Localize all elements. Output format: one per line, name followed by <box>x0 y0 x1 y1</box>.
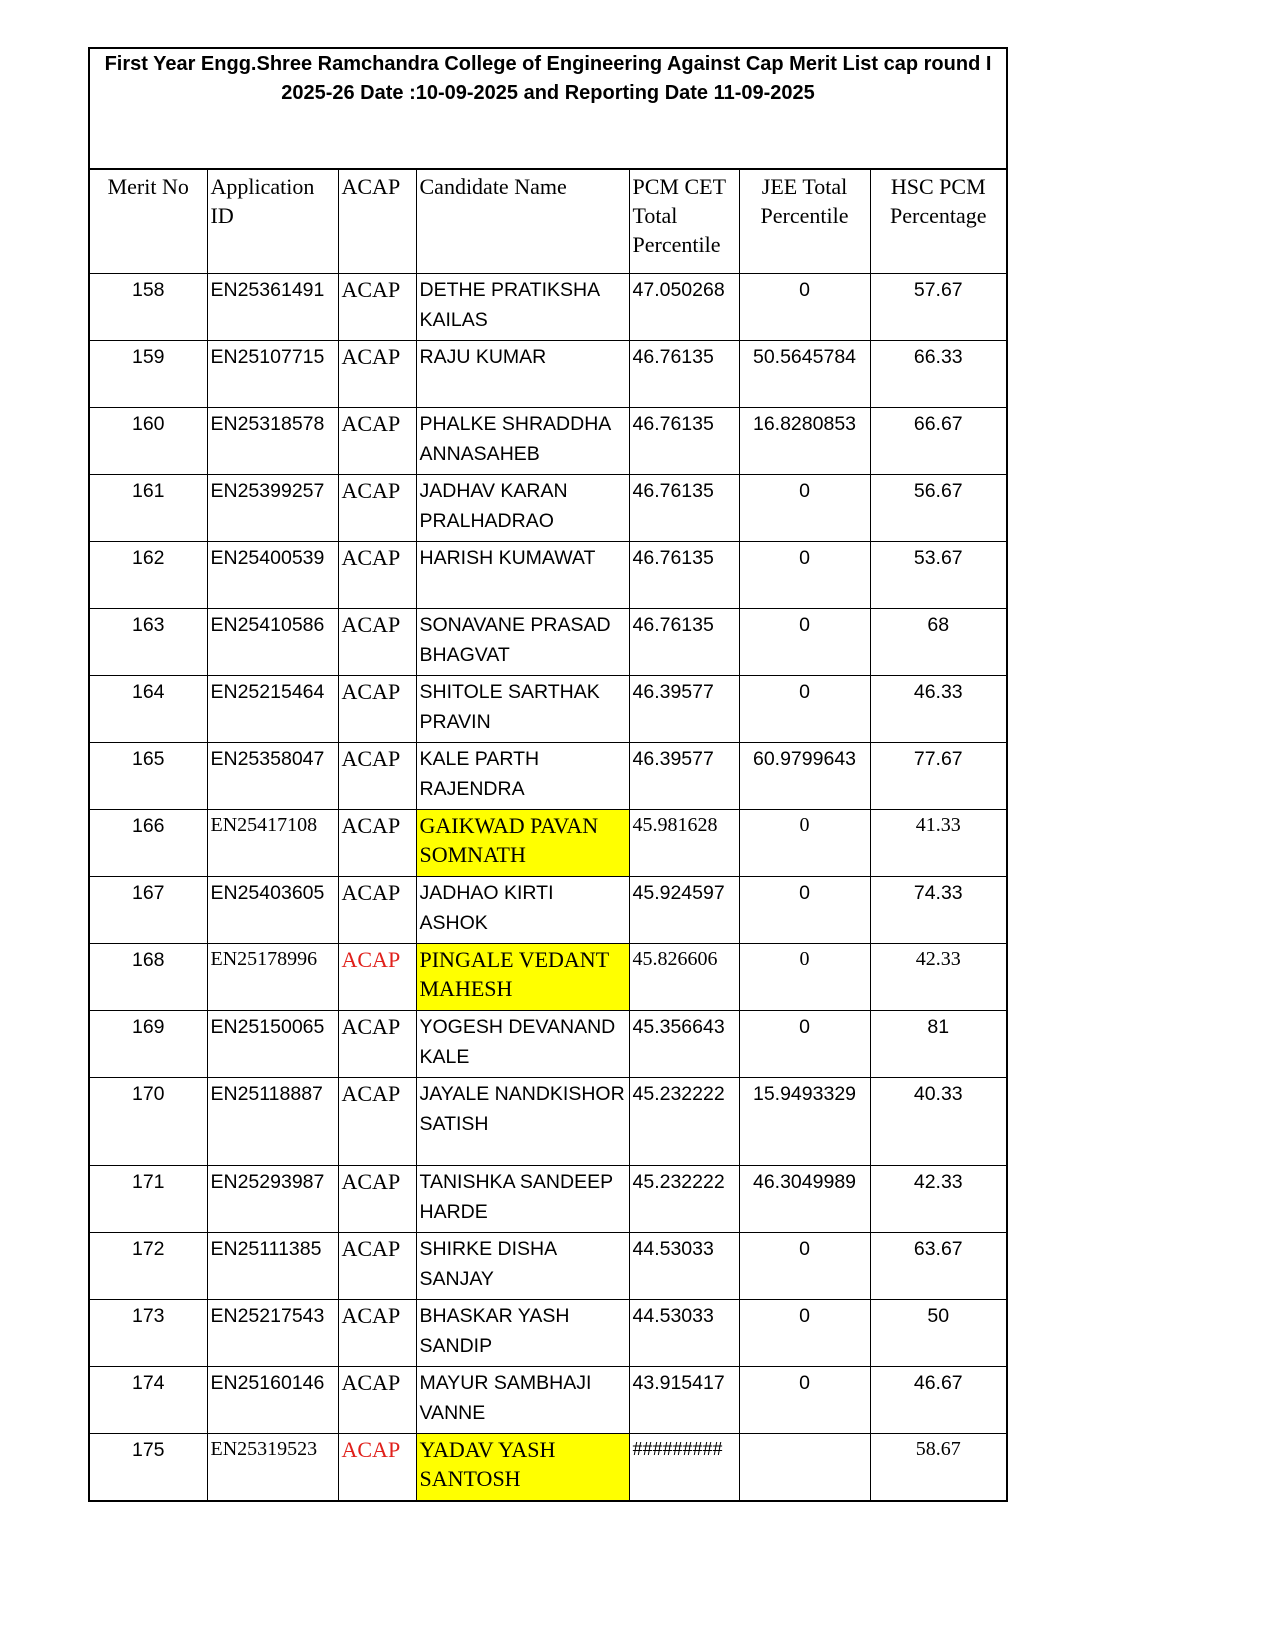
candidate-name-line-1: RAJU KUMAR <box>419 345 547 368</box>
acap-cell: ACAP <box>338 541 416 608</box>
header-jee-percentile: JEE Total Percentile <box>739 170 870 273</box>
pcm-cet-cell: 46.76135 <box>629 541 739 608</box>
table-row <box>90 675 1006 742</box>
header-merit-no: Merit No <box>90 170 207 273</box>
hsc-cell: 46.67 <box>870 1366 1006 1433</box>
merit-no-cell: 158 <box>90 273 207 340</box>
candidate-name-cell <box>416 340 629 407</box>
jee-cell: 60.9799643 <box>739 742 870 809</box>
candidate-name-line-2: SOMNATH <box>419 841 526 867</box>
candidate-name-line-2: PRAVIN <box>419 710 491 733</box>
hsc-cell: 74.33 <box>870 876 1006 943</box>
pcm-cet-cell: 46.76135 <box>629 340 739 407</box>
application-id-cell: EN25178996 <box>207 943 338 1010</box>
application-id-cell: EN25107715 <box>207 340 338 407</box>
table-row <box>90 273 1006 340</box>
application-id-cell: EN25217543 <box>207 1299 338 1366</box>
application-id-cell: EN25293987 <box>207 1165 338 1232</box>
merit-no-cell: 161 <box>90 474 207 541</box>
application-id-cell: EN25400539 <box>207 541 338 608</box>
pcm-cet-cell: 46.39577 <box>629 742 739 809</box>
application-id-cell: EN25319523 <box>207 1433 338 1500</box>
header-acap: ACAP <box>338 170 416 273</box>
merit-list-sheet <box>88 47 1008 1502</box>
acap-cell: ACAP <box>338 407 416 474</box>
pcm-cet-cell: 46.39577 <box>629 675 739 742</box>
pcm-cet-cell: 47.050268 <box>629 273 739 340</box>
merit-no-cell: 172 <box>90 1232 207 1299</box>
pcm-cet-cell: 45.981628 <box>629 809 739 876</box>
hsc-cell: 42.33 <box>870 1165 1006 1232</box>
candidate-name-cell <box>416 742 629 809</box>
merit-no-cell: 175 <box>90 1433 207 1500</box>
merit-no-cell: 167 <box>90 876 207 943</box>
acap-cell: ACAP <box>338 1232 416 1299</box>
merit-no-cell: 174 <box>90 1366 207 1433</box>
pcm-cet-cell: 45.232222 <box>629 1165 739 1232</box>
candidate-name-line-2: MAHESH <box>419 975 513 1001</box>
jee-cell: 0 <box>739 675 870 742</box>
candidate-name-cell <box>416 943 629 1010</box>
candidate-name-line-1: SONAVANE PRASAD <box>419 613 611 636</box>
hsc-cell: 77.67 <box>870 742 1006 809</box>
candidate-name-cell <box>416 675 629 742</box>
candidate-name-cell <box>416 474 629 541</box>
pcm-cet-cell: 44.53033 <box>629 1299 739 1366</box>
hsc-cell: 50 <box>870 1299 1006 1366</box>
hsc-cell: 66.33 <box>870 340 1006 407</box>
pcm-cet-cell: 44.53033 <box>629 1232 739 1299</box>
candidate-name-cell <box>416 1010 629 1077</box>
header-candidate-name: Candidate Name <box>416 170 629 273</box>
acap-cell: ACAP <box>338 1299 416 1366</box>
acap-cell: ACAP <box>338 340 416 407</box>
merit-table <box>90 170 1006 1500</box>
pcm-cet-cell: 46.76135 <box>629 608 739 675</box>
merit-no-cell: 170 <box>90 1077 207 1165</box>
table-row <box>90 407 1006 474</box>
application-id-cell: EN25160146 <box>207 1366 338 1433</box>
candidate-name-cell <box>416 809 629 876</box>
candidate-name-cell <box>416 541 629 608</box>
application-id-cell: EN25399257 <box>207 474 338 541</box>
candidate-name-line-1: HARISH KUMAWAT <box>419 546 596 569</box>
acap-cell: ACAP <box>338 608 416 675</box>
candidate-name-cell <box>416 608 629 675</box>
header-pcm-cet-percentile: PCM CET Total Percentile <box>629 170 739 273</box>
acap-cell: ACAP <box>338 474 416 541</box>
pcm-cet-cell: 45.826606 <box>629 943 739 1010</box>
document-title <box>90 49 1006 170</box>
table-row <box>90 1299 1006 1366</box>
merit-no-cell: 166 <box>90 809 207 876</box>
table-row <box>90 809 1006 876</box>
hsc-cell: 57.67 <box>870 273 1006 340</box>
acap-cell: ACAP <box>338 675 416 742</box>
header-row <box>90 170 1006 273</box>
candidate-name-line-2: PRALHADRAO <box>419 509 554 532</box>
hsc-cell: 66.67 <box>870 407 1006 474</box>
candidate-name-line-2: SANTOSH <box>419 1465 521 1491</box>
table-row <box>90 541 1006 608</box>
candidate-name-line-1: JADHAV KARAN <box>419 479 568 502</box>
candidate-name-cell <box>416 876 629 943</box>
candidate-name-line-1: JAYALE NANDKISHOR <box>419 1082 625 1105</box>
jee-cell: 16.8280853 <box>739 407 870 474</box>
merit-no-cell: 165 <box>90 742 207 809</box>
acap-cell: ACAP <box>338 1165 416 1232</box>
candidate-name-line-1: BHASKAR YASH <box>419 1304 570 1327</box>
hsc-cell: 68 <box>870 608 1006 675</box>
hsc-cell: 42.33 <box>870 943 1006 1010</box>
hsc-cell: 46.33 <box>870 675 1006 742</box>
acap-cell: ACAP <box>338 1010 416 1077</box>
candidate-name-line-2: HARDE <box>419 1200 488 1223</box>
table-row <box>90 1366 1006 1433</box>
jee-cell: 0 <box>739 876 870 943</box>
hsc-cell: 41.33 <box>870 809 1006 876</box>
table-row <box>90 943 1006 1010</box>
candidate-name-line-1: DETHE PRATIKSHA <box>419 278 601 301</box>
merit-no-cell: 160 <box>90 407 207 474</box>
application-id-cell: EN25111385 <box>207 1232 338 1299</box>
candidate-name-cell <box>416 1299 629 1366</box>
candidate-name-line-1: MAYUR SAMBHAJI <box>419 1371 592 1394</box>
title-line-1: First Year Engg.Shree Ramchandra College of Engineering Against Cap Merit List cap round I <box>104 53 992 75</box>
header-application-id: Application ID <box>207 170 338 273</box>
candidate-name-line-1: SHITOLE SARTHAK <box>419 680 600 703</box>
candidate-name-line-1: JADHAO KIRTI ASHOK <box>419 881 554 934</box>
header-hsc-pcm-percentage: HSC PCM Percentage <box>870 170 1006 273</box>
acap-cell: ACAP <box>338 943 416 1010</box>
pcm-cet-cell: 43.915417 <box>629 1366 739 1433</box>
jee-cell: 0 <box>739 943 870 1010</box>
merit-no-cell: 173 <box>90 1299 207 1366</box>
acap-cell: ACAP <box>338 809 416 876</box>
jee-cell: 46.3049989 <box>739 1165 870 1232</box>
acap-cell: ACAP <box>338 273 416 340</box>
application-id-cell: EN25150065 <box>207 1010 338 1077</box>
table-row <box>90 876 1006 943</box>
application-id-cell: EN25118887 <box>207 1077 338 1165</box>
hsc-cell: 53.67 <box>870 541 1006 608</box>
candidate-name-line-2: ANNASAHEB <box>419 442 540 465</box>
pcm-cet-cell: 45.356643 <box>629 1010 739 1077</box>
candidate-name-line-1: YOGESH DEVANAND <box>419 1015 616 1038</box>
application-id-cell: EN25215464 <box>207 675 338 742</box>
jee-cell: 50.5645784 <box>739 340 870 407</box>
candidate-name-line-1: SHIRKE DISHA SANJAY <box>419 1237 557 1290</box>
jee-cell: 0 <box>739 1366 870 1433</box>
merit-no-cell: 171 <box>90 1165 207 1232</box>
pcm-cet-cell: 45.232222 <box>629 1077 739 1165</box>
hsc-cell: 56.67 <box>870 474 1006 541</box>
candidate-name-cell <box>416 1232 629 1299</box>
candidate-name-line-1: TANISHKA SANDEEP <box>419 1170 614 1193</box>
candidate-name-line-1: PINGALE VEDANT <box>419 946 610 972</box>
jee-cell: 0 <box>739 1232 870 1299</box>
jee-cell: 0 <box>739 608 870 675</box>
jee-cell: 0 <box>739 541 870 608</box>
merit-no-cell: 162 <box>90 541 207 608</box>
candidate-name-line-1: KALE PARTH <box>419 747 540 770</box>
hsc-cell: 40.33 <box>870 1077 1006 1165</box>
acap-cell: ACAP <box>338 1366 416 1433</box>
hsc-cell: 81 <box>870 1010 1006 1077</box>
hsc-cell: 63.67 <box>870 1232 1006 1299</box>
application-id-cell: EN25361491 <box>207 273 338 340</box>
candidate-name-line-2: KAILAS <box>419 308 488 331</box>
candidate-name-line-2: RAJENDRA <box>419 777 525 800</box>
merit-no-cell: 163 <box>90 608 207 675</box>
table-row <box>90 742 1006 809</box>
application-id-cell: EN25318578 <box>207 407 338 474</box>
candidate-name-line-2: SANDIP <box>419 1334 493 1357</box>
candidate-name-cell <box>416 1366 629 1433</box>
title-line-2: 2025-26 Date :10-09-2025 and Reporting Date 11-09-2025 <box>281 82 815 104</box>
hsc-cell: 58.67 <box>870 1433 1006 1500</box>
table-row <box>90 608 1006 675</box>
pcm-cet-cell: ######### <box>629 1433 739 1500</box>
jee-cell <box>739 1433 870 1500</box>
candidate-name-line-2: VANNE <box>419 1401 486 1424</box>
acap-cell: ACAP <box>338 1077 416 1165</box>
jee-cell: 15.9493329 <box>739 1077 870 1165</box>
candidate-name-line-1: YADAV YASH <box>419 1436 556 1462</box>
pcm-cet-cell: 46.76135 <box>629 474 739 541</box>
table-row <box>90 1165 1006 1232</box>
candidate-name-cell <box>416 407 629 474</box>
application-id-cell: EN25403605 <box>207 876 338 943</box>
table-row <box>90 474 1006 541</box>
merit-no-cell: 164 <box>90 675 207 742</box>
table-row <box>90 1010 1006 1077</box>
jee-cell: 0 <box>739 474 870 541</box>
candidate-name-line-2: BHAGVAT <box>419 643 510 666</box>
candidate-name-cell <box>416 273 629 340</box>
merit-no-cell: 168 <box>90 943 207 1010</box>
candidate-name-line-1: GAIKWAD PAVAN <box>419 812 599 838</box>
table-row <box>90 1232 1006 1299</box>
candidate-name-line-1: PHALKE SHRADDHA <box>419 412 612 435</box>
merit-no-cell: 159 <box>90 340 207 407</box>
merit-no-cell: 169 <box>90 1010 207 1077</box>
pcm-cet-cell: 46.76135 <box>629 407 739 474</box>
application-id-cell: EN25358047 <box>207 742 338 809</box>
jee-cell: 0 <box>739 1299 870 1366</box>
jee-cell: 0 <box>739 1010 870 1077</box>
table-row <box>90 1077 1006 1165</box>
table-row <box>90 1433 1006 1500</box>
candidate-name-cell <box>416 1433 629 1500</box>
candidate-name-line-2: KALE <box>419 1045 470 1068</box>
application-id-cell: EN25410586 <box>207 608 338 675</box>
candidate-name-cell <box>416 1077 629 1165</box>
pcm-cet-cell: 45.924597 <box>629 876 739 943</box>
table-row <box>90 340 1006 407</box>
acap-cell: ACAP <box>338 1433 416 1500</box>
candidate-name-line-2: SATISH <box>419 1112 489 1135</box>
application-id-cell: EN25417108 <box>207 809 338 876</box>
jee-cell: 0 <box>739 273 870 340</box>
acap-cell: ACAP <box>338 876 416 943</box>
acap-cell: ACAP <box>338 742 416 809</box>
candidate-name-cell <box>416 1165 629 1232</box>
jee-cell: 0 <box>739 809 870 876</box>
